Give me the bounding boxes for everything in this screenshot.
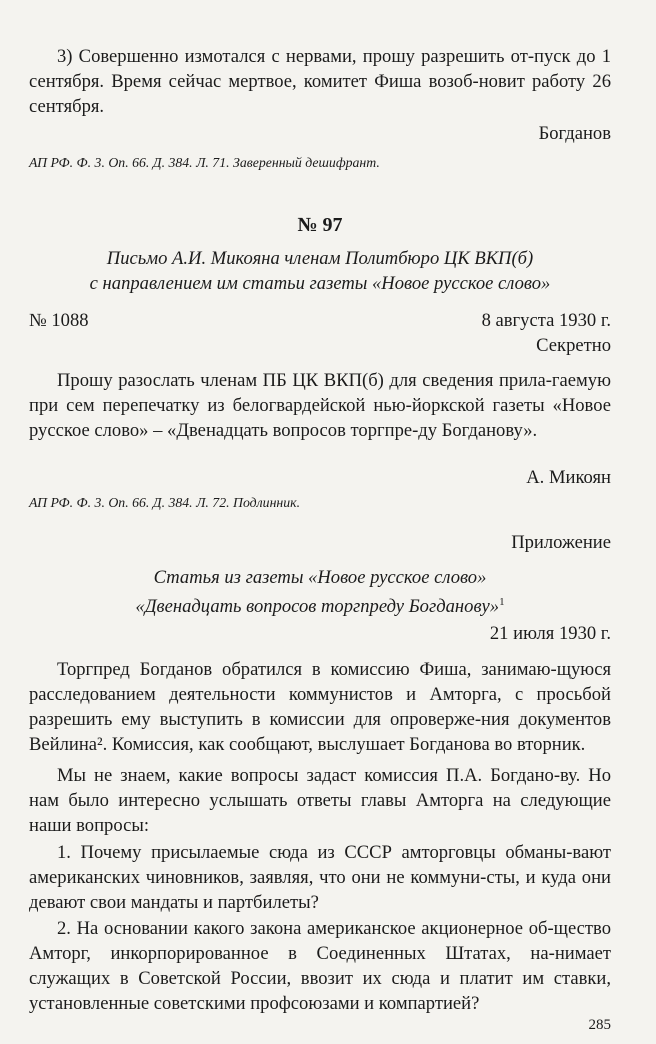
- outgoing-number: № 1088: [29, 310, 89, 331]
- appendix-label: Приложение: [511, 532, 611, 553]
- page-number: 285: [588, 1017, 611, 1033]
- document-meta-row: [29, 308, 611, 333]
- appendix-title-text: «Двенадцать вопросов торгпреду Богданову»: [135, 596, 500, 618]
- classification: Секретно: [536, 335, 611, 356]
- document-title-line-2: с направлением им статьи газеты «Новое русское слово»: [89, 273, 551, 294]
- document-signature: А. Микоян: [526, 467, 611, 488]
- intro-source: АП РФ. Ф. 3. Оп. 66. Д. 384. Л. 71. Заверенный дешифрант.: [29, 155, 380, 170]
- appendix-paragraph: Мы не знаем, какие вопросы задаст комиссия П.А. Богдано-ву. Но нам было интересно услышать ответы главы Амторга на следующие наши вопросы:: [29, 765, 611, 836]
- appendix-paragraph: 2. На основании какого закона американское акционерное об-щество Амторг, инкорпорированное в Соединенных Штатах, на-нимает служащих в Советской России, ввозит их сюда и платит им ставки, установленные советскими профсоюзами и компартией?: [29, 918, 611, 1014]
- appendix-title-line-2: [29, 590, 611, 619]
- document-date: 8 августа 1930 г.: [481, 310, 611, 331]
- document-title-line-1: Письмо А.И. Микояна членам Политбюро ЦК ВКП(б): [106, 248, 534, 269]
- document-source: АП РФ. Ф. 3. Оп. 66. Д. 384. Л. 72. Подлинник.: [29, 495, 301, 510]
- intro-paragraph: 3) Совершенно измотался с нервами, прошу разрешить от-пуск до 1 сентября. Время сейчас мертвое, комитет Фиша возоб-новит работу 26 сентября.: [29, 46, 611, 117]
- document-number: № 97: [297, 214, 343, 236]
- document-body: Прошу разослать членам ПБ ЦК ВКП(б) для сведения прила-гаемую при сем перепечатку из белогвардейской нью-йоркской газеты «Новое русское слово» – «Двенадцать вопросов торгпре-ду Богданову».: [29, 370, 611, 441]
- intro-signature: Богданов: [538, 123, 611, 144]
- appendix-paragraph: 1. Почему присылаемые сюда из СССР амторговцы обманы-вают американских чиновников, заявляя, что они не коммуни-сты, и куда они девают свои мандаты и партбилеты?: [29, 842, 611, 913]
- footnote-mark: 1: [499, 596, 505, 608]
- appendix-title-line-1: Статья из газеты «Новое русское слово»: [153, 567, 487, 588]
- appendix-date: 21 июля 1930 г.: [489, 623, 611, 644]
- appendix-paragraph: Торгпред Богданов обратился в комиссию Фиша, занимаю-щуюся расследованием деятельности коммунистов и Амторга, с просьбой разрешить ему выступить в комиссии для опроверже-ния документов Вейлина². Комиссия, как сообщают, выслушает Богданова во вторник.: [29, 659, 611, 755]
